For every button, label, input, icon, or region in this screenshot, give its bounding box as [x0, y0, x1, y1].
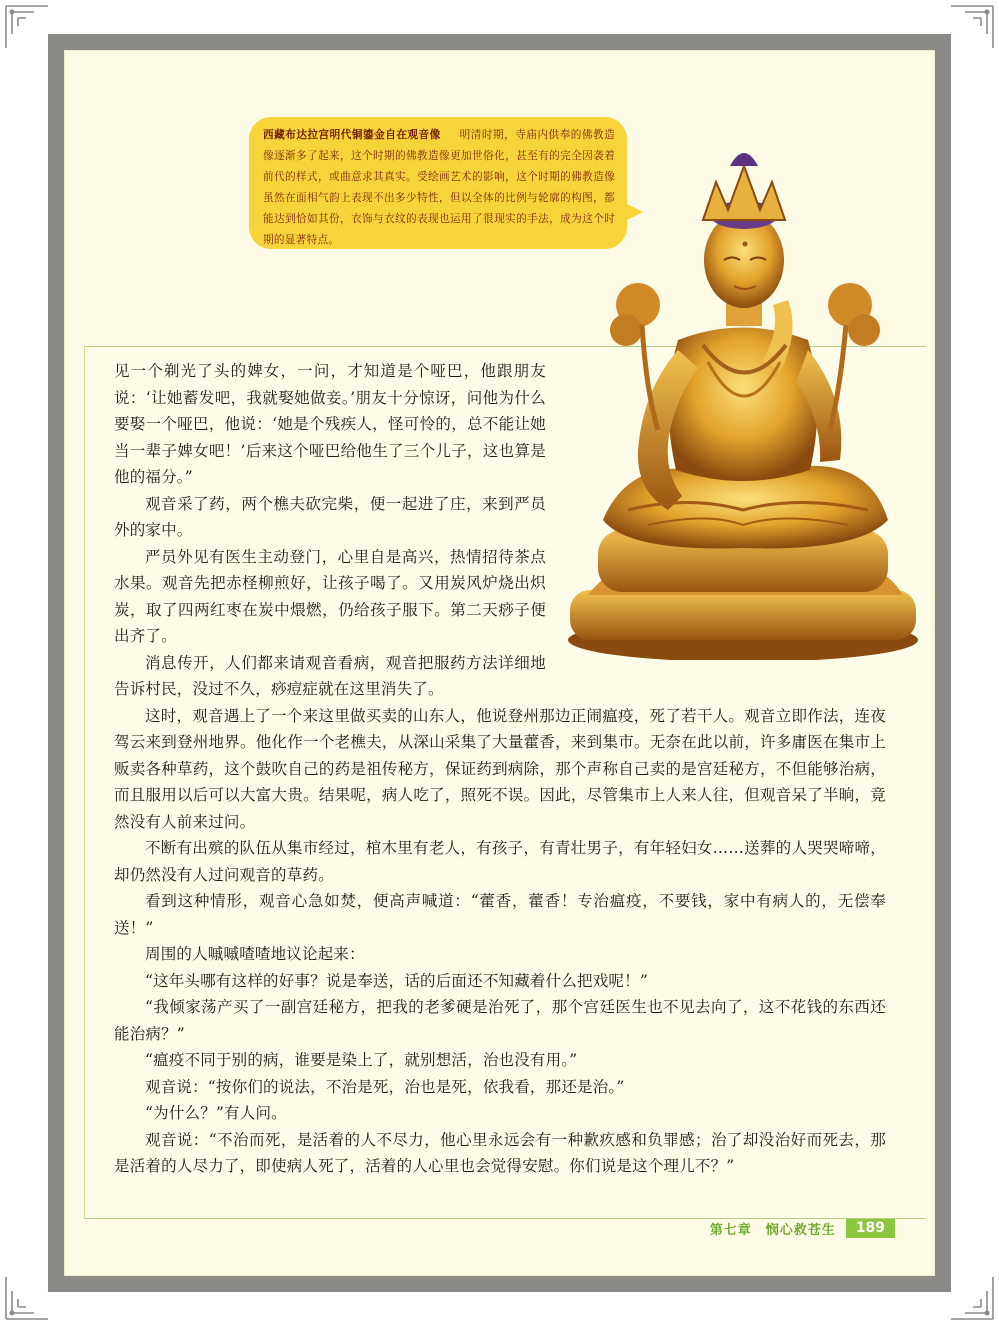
chapter-title: 第七章 悯心救苍生: [709, 1223, 836, 1238]
corner-ornament-bottom-right: [949, 1275, 995, 1321]
paragraph: “我倾家荡产买了一副宫廷秘方，把我的老爹硬是治死了，那个宫廷医生也不见去向了，这不花钱的东西还能治病？”: [114, 998, 886, 1043]
paragraph: 不断有出殡的队伍从集市经过，棺木里有老人，有孩子，有青壮男子，有年轻妇女……送葬的人哭哭啼啼，却仍然没有人过问观音的草药。: [114, 839, 886, 884]
paragraph: 观音说：“不治而死，是活着的人不尽力，他心里永远会有一种歉疚感和负罪感；治了却没治好而死去，那是活着的人尽力了，即使病人死了，活着的人心里也会觉得安慰。你们说是这个理儿不？”: [114, 1130, 886, 1175]
caption-text: 明清时期，寺庙内供奉的佛教造像逐渐多了起来，这个时期的佛教造像更加世俗化，甚至有的完全因袭着前代的样式，或曲意求其真实。受绘画艺术的影响，这个时期的佛教造像虽然在面相气韵上表现不出多少特性，但以全体的比例与轮廓的构图，都能达到恰如其份，衣饰与衣纹的表现也运用了很现实的手法，成为这个时期的显著特点。: [263, 129, 615, 246]
book-page: [64, 50, 935, 1276]
paragraph: 这时，观音遇上了一个来这里做买卖的山东人，他说登州那边正闹瘟疫，死了若干人。观音立即作法，连夜驾云来到登州地界。他化作一个老樵夫，从深山采集了大量藿香，来到集市。无奈在此以前，许多庸医在集市上贩卖各种草药，这个鼓吹自己的药是祖传秘方，保证药到病除，那个声称自己卖的是宫廷秘方，不但能够治病，而且服用以后可以大富大贵。结果呢，病人吃了，照死不误。因此，尽管集市上人来人往，但观音呆了半晌，竟然没有人前来过问。: [114, 706, 886, 831]
page-frame: [48, 34, 951, 1292]
paragraph: 严员外见有医生主动登门，心里自是高兴，热情招待茶点水果。观音先把赤柽柳煎好，让孩子喝了。又用炭风炉烧出炽炭，取了四两红枣在炭中煨燃，仍给孩子服下。第二天痧子便出齐了。: [114, 547, 546, 645]
page-footer: [710, 1219, 895, 1238]
corner-ornament-top-left: [4, 4, 50, 50]
paragraph: 见一个剃光了头的婢女，一问，才知道是个哑巴，他跟朋友说：‘让她蓄发吧，我就娶她做妾。’朋友十分惊讶，问他为什么要娶一个哑巴，他说：‘她是个残疾人，怪可怜的，总不能让她当一辈子婢女吧！’后来这个哑巴给他生了三个儿子，这也算是他的福分。”: [114, 362, 546, 486]
corner-ornament-bottom-left: [4, 1275, 50, 1321]
body-text: [114, 358, 886, 1180]
paragraph: 观音说：“按你们的说法，不治是死，治也是死，依我看，那还是治。”: [145, 1077, 625, 1096]
wide-column: [114, 703, 886, 1180]
paragraph: 观音采了药，两个樵夫砍完柴，便一起进了庄，来到严员外的家中。: [114, 494, 546, 539]
page-number: 189: [846, 1219, 895, 1238]
narrow-column: [114, 358, 886, 703]
paragraph: “瘟疫不同于别的病，谁要是染上了，就别想活，治也没有用。”: [145, 1051, 578, 1069]
paragraph: 周围的人嘁嘁喳喳地议论起来：: [145, 945, 365, 963]
paragraph: “为什么？”有人问。: [145, 1104, 287, 1122]
caption-title: 西藏布达拉宫明代铜鎏金自在观音像: [263, 129, 441, 141]
paragraph: 看到这种情形，观音心急如焚，便高声喊道：“藿香，藿香！专治瘟疫，不要钱，家中有病人的，无偿奉送！”: [114, 892, 886, 937]
caption-spacer: [445, 129, 456, 141]
corner-ornament-top-right: [949, 4, 995, 50]
paragraph: 消息传开，人们都来请观音看病，观音把服药方法详细地告诉村民，没过不久，痧痘症就在这里消失了。: [114, 653, 546, 698]
paragraph: “这年头哪有这样的好事？说是奉送，话的后面还不知藏着什么把戏呢！”: [145, 971, 648, 990]
